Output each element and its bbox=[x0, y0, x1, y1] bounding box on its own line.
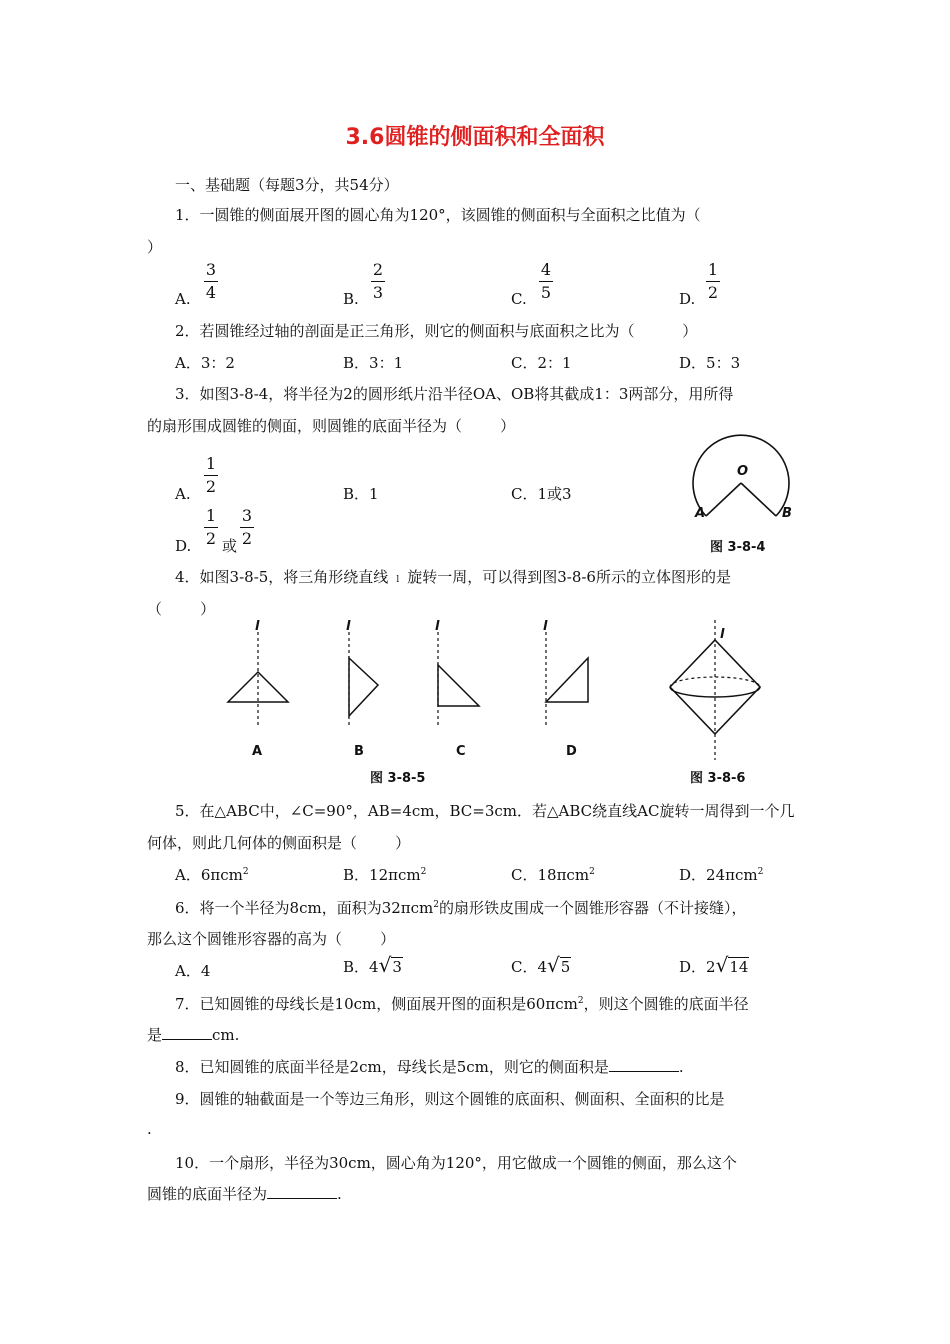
q9-text-cont: . bbox=[147, 1120, 152, 1138]
q1-option-c-label: C. bbox=[511, 290, 527, 308]
q4-text-cont: （ ） bbox=[147, 600, 216, 618]
q5-text-cont: 何体，则此几何体的侧面积是（ ） bbox=[147, 834, 411, 852]
fig384-label-o: O bbox=[737, 464, 749, 479]
q1-option-a-fraction bbox=[204, 262, 218, 301]
fig385-label-a: A bbox=[252, 744, 263, 759]
q3-option-c: C．1或3 bbox=[511, 485, 572, 503]
q2-text: 2．若圆锥经过轴的剖面是正三角形，则它的侧面积与底面积之比为（ ） bbox=[175, 322, 698, 340]
q2-option-b: B．3：1 bbox=[343, 354, 404, 372]
q4-text bbox=[175, 570, 731, 585]
fig385-option-b bbox=[349, 632, 378, 728]
q4-text-part2: 旋转一周，可以得到图3-8-6所示的立体图形的是 bbox=[407, 568, 731, 586]
radicand: 5 bbox=[560, 958, 571, 976]
figure-3-8-5-and-3-8-6 bbox=[210, 620, 780, 780]
fig385-option-a bbox=[228, 632, 288, 728]
fraction-denominator: 2 bbox=[707, 283, 719, 302]
fraction-denominator: 2 bbox=[241, 529, 253, 548]
fig384-label-b: B bbox=[782, 506, 792, 521]
q1-option-a-label: A. bbox=[175, 290, 191, 308]
q8-text-part2: . bbox=[678, 1058, 684, 1076]
q4-line-l: l bbox=[396, 575, 400, 585]
q5-option-b bbox=[343, 868, 426, 883]
fraction-denominator: 2 bbox=[205, 477, 217, 496]
q7-answer-blank[interactable] bbox=[162, 1039, 212, 1040]
fig385-axis-d: l bbox=[543, 619, 548, 634]
q5-option-c bbox=[511, 868, 595, 883]
q6-option-a: A．4 bbox=[175, 962, 211, 980]
q8-answer-blank[interactable] bbox=[609, 1071, 679, 1072]
q1-option-b-fraction bbox=[371, 262, 385, 301]
fraction-denominator: 2 bbox=[205, 529, 217, 548]
fraction-numerator: 3 bbox=[241, 506, 253, 525]
q6-text bbox=[175, 901, 747, 916]
q5-text: 5．在△ABC中，∠C=90°，AB=4cm，BC=3cm．若△ABC绕直线AC旋转一周得到一个几 bbox=[175, 802, 795, 820]
radius-ob bbox=[741, 483, 776, 516]
fig385-option-c bbox=[438, 632, 479, 728]
q1-text: 1．一圆锥的侧面展开图的圆心角为120°，该圆锥的侧面积与全面积之比值为（ bbox=[175, 206, 701, 224]
radius-oa bbox=[706, 483, 741, 516]
q6-option-c-label: C．4 bbox=[511, 958, 548, 976]
q5-option-b-text: B．12πcm bbox=[343, 866, 421, 884]
fraction-denominator: 4 bbox=[205, 283, 217, 302]
q3-option-d-label: D. bbox=[175, 537, 192, 555]
q4-text-part1: 4．如图3-8-5，将三角形绕直线 bbox=[175, 568, 389, 586]
q3-option-a-label: A. bbox=[175, 485, 191, 503]
q6-option-d bbox=[679, 955, 749, 975]
fraction-numerator: 1 bbox=[205, 506, 217, 525]
q10-text-part2: 圆锥的底面半径为 bbox=[147, 1185, 268, 1203]
fig385-caption: 图 3-8-5 bbox=[370, 771, 426, 786]
fig385-axis-a: l bbox=[255, 619, 260, 634]
fig385-label-b: B bbox=[354, 744, 364, 759]
q3-option-a-fraction bbox=[204, 456, 218, 495]
q3-text: 3．如图3-8-4，将半径为2的圆形纸片沿半径OA、OB将其截成1：3两部分，用所得 bbox=[175, 385, 734, 403]
unit-exponent: 2 bbox=[757, 867, 764, 877]
q1-text-cont: ） bbox=[147, 238, 163, 256]
fraction-numerator: 1 bbox=[707, 260, 719, 279]
fraction-numerator: 3 bbox=[205, 260, 217, 279]
fraction-denominator: 5 bbox=[540, 283, 552, 302]
q10-text: 10．一个扇形，半径为30cm，圆心角为120°，用它做成一个圆锥的侧面，那么这个 bbox=[175, 1154, 737, 1172]
sqrt-sign: √ bbox=[378, 953, 392, 977]
fraction-denominator: 3 bbox=[372, 283, 384, 302]
fig385-option-d bbox=[546, 632, 588, 728]
radicand: 14 bbox=[729, 958, 749, 976]
fig386-double-cone bbox=[670, 620, 760, 760]
fraction-numerator: 4 bbox=[540, 260, 552, 279]
section-heading: 一、基础题（每题3分，共54分） bbox=[175, 176, 399, 194]
q7-text bbox=[175, 997, 749, 1012]
radicand: 3 bbox=[392, 958, 402, 976]
q7-text-part2: ，则这个圆锥的底面半径 bbox=[583, 995, 749, 1013]
q8-text bbox=[175, 1060, 684, 1075]
q2-option-d: D．5：3 bbox=[679, 354, 741, 372]
q9-text: 9．圆锥的轴截面是一个等边三角形，则这个圆锥的底面积、侧面积、全面积的比是 bbox=[175, 1090, 725, 1108]
q7-text-cont bbox=[147, 1028, 239, 1043]
q6-option-d-label: D．2 bbox=[679, 958, 716, 976]
q6-option-b bbox=[343, 955, 403, 975]
unit-exponent: 2 bbox=[589, 867, 595, 877]
q3-option-d-fraction-1 bbox=[204, 508, 218, 547]
unit-exponent: 2 bbox=[433, 900, 440, 910]
q6-option-b-label: B．4 bbox=[343, 958, 379, 976]
q5-option-d bbox=[679, 868, 763, 883]
q5-option-c-text: C．18πcm bbox=[511, 866, 590, 884]
fig386-caption: 图 3-8-6 bbox=[690, 771, 746, 786]
unit-exponent: 2 bbox=[577, 996, 584, 1006]
q7-text-part4: cm. bbox=[212, 1026, 240, 1044]
q10-text-cont bbox=[147, 1187, 342, 1202]
q7-text-part3: 是 bbox=[147, 1026, 163, 1044]
fig385-axis-b: l bbox=[346, 619, 351, 634]
q6-text-part1: 6．将一个半径为8cm，面积为32πcm bbox=[175, 899, 434, 917]
fig385-label-c: C bbox=[456, 744, 466, 759]
fig385-label-d: D bbox=[566, 744, 577, 759]
fraction-numerator: 2 bbox=[372, 260, 384, 279]
q8-text-part1: 8．已知圆锥的底面半径是2cm，母线长是5cm，则它的侧面积是 bbox=[175, 1058, 609, 1076]
q3-option-d-or: 或 bbox=[222, 537, 238, 555]
fig386-axis: l bbox=[720, 627, 725, 642]
fraction-numerator: 1 bbox=[205, 454, 217, 473]
q6-option-c bbox=[511, 955, 571, 975]
unit-exponent: 2 bbox=[242, 867, 249, 877]
fig385-axis-c: l bbox=[435, 619, 440, 634]
q3-option-b: B．1 bbox=[343, 485, 379, 503]
q5-option-a-text: A．6πcm bbox=[175, 866, 243, 884]
q1-option-b-label: B. bbox=[343, 290, 359, 308]
q5-option-d-text: D．24πcm bbox=[679, 866, 758, 884]
q10-text-part3: . bbox=[337, 1185, 342, 1203]
q3-option-d-fraction-2 bbox=[240, 508, 254, 547]
q1-option-c-fraction bbox=[539, 262, 553, 301]
q1-option-d-fraction bbox=[706, 262, 720, 301]
fig384-label-a: A bbox=[695, 506, 706, 521]
q6-text-cont: 那么这个圆锥形容器的高为（ ） bbox=[147, 930, 396, 948]
q1-option-d-label: D. bbox=[679, 290, 696, 308]
q5-option-a bbox=[175, 868, 249, 883]
q6-text-part2: 的扇形铁皮围成一个圆锥形容器（不计接缝）， bbox=[439, 899, 747, 917]
q7-text-part1: 7．已知圆锥的母线长是10cm，侧面展开图的面积是60πcm bbox=[175, 995, 578, 1013]
sqrt-sign: √ bbox=[547, 953, 560, 977]
q3-text-cont: 的扇形围成圆锥的侧面，则圆锥的底面半径为（ ） bbox=[147, 417, 516, 435]
unit-exponent: 2 bbox=[420, 867, 427, 877]
sqrt-sign: √ bbox=[715, 953, 729, 977]
q2-option-a: A．3：2 bbox=[175, 354, 235, 372]
page-title: 3.6圆锥的侧面积和全面积 bbox=[345, 125, 605, 150]
q2-option-c: C．2：1 bbox=[511, 354, 572, 372]
q10-answer-blank[interactable] bbox=[267, 1198, 337, 1199]
fig384-caption: 图 3-8-4 bbox=[710, 540, 766, 555]
